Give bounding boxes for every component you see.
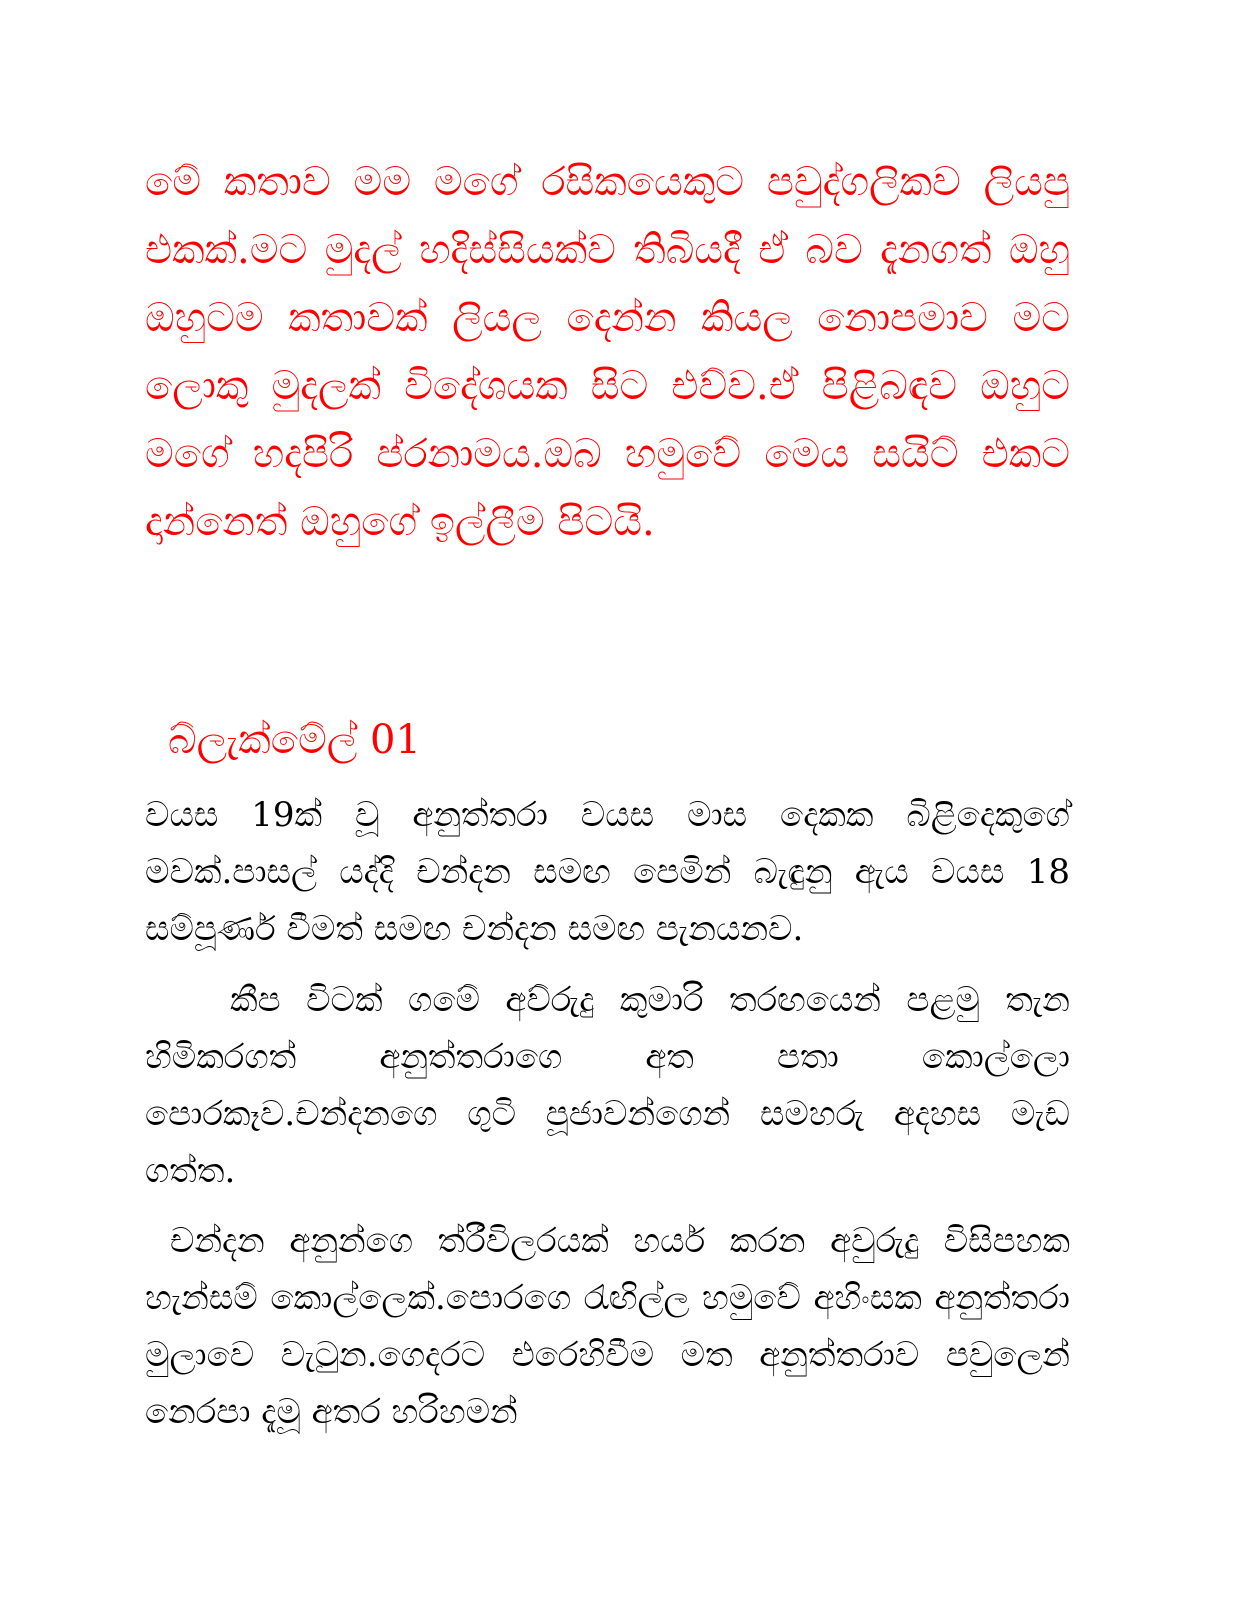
body-paragraph: චන්දන අනුන්ගෙ ත්රීවිලරයක් හයර් කරන අවුරුදු විසිපහක හැන්සම් කොල්ලෙක්.පොරගෙ රැඟිල්ල හමුවේ අහිංසක අනුත්තරා මුලාවෙ වැටුන.ගෙදරට එරෙහිවීම මත අනුත්තරාව පවුලෙන් නෙරපා දැමූ අතර හරිහමන් <box>145 1221 1070 1432</box>
intro-paragraph: මේ කතාව මම මගේ රසිකයෙකුට පවුද්ගලිකව ලියපු එකක්.මට මුදල් හදිස්සියක්ව තිබියදී ඒ බව දැනගත් ඔහු ඔහුටම කතාවක් ලියල දෙන්න කියල නොපමාව මට ලොකු මුදලක් විදේශයක සිට එව්ව.ඒ පිළිබඳව ඔහුට මගේ හදපිරි ප්රනාමය.ඔබ හමුවේ මෙය සයිට් එකට දාන්නෙත් ඔහුගේ ඉල්ලීම පිටයි. <box>145 159 1070 545</box>
body-paragraph: වයස 19ක් වූ අනුත්තරා වයස මාස දෙකක බිළිදෙකුගේ මවක්.පාසල් යද්දි චන්දන සමඟ පෙමින් බැඳුනු ඇය වයස 18 සම්පූර්ණ වීමත් සමඟ චන්දන සමඟ පැනයනව. <box>145 795 1070 949</box>
body-paragraph: කීප විටක් ගමේ අව්රුදු කුමාරි තරඟයෙන් පළමු තැන හිමිකරගත් අනුත්තරාගෙ අත පතා කොල්ලො පොරකෑව.චන්දනගෙ ගුටි පූජාවන්ගෙන් සමහරු අදහස මැඩ ගත්ත. <box>145 980 1070 1191</box>
chapter-title: බ්ලැක්මේල් 01 <box>168 717 421 763</box>
